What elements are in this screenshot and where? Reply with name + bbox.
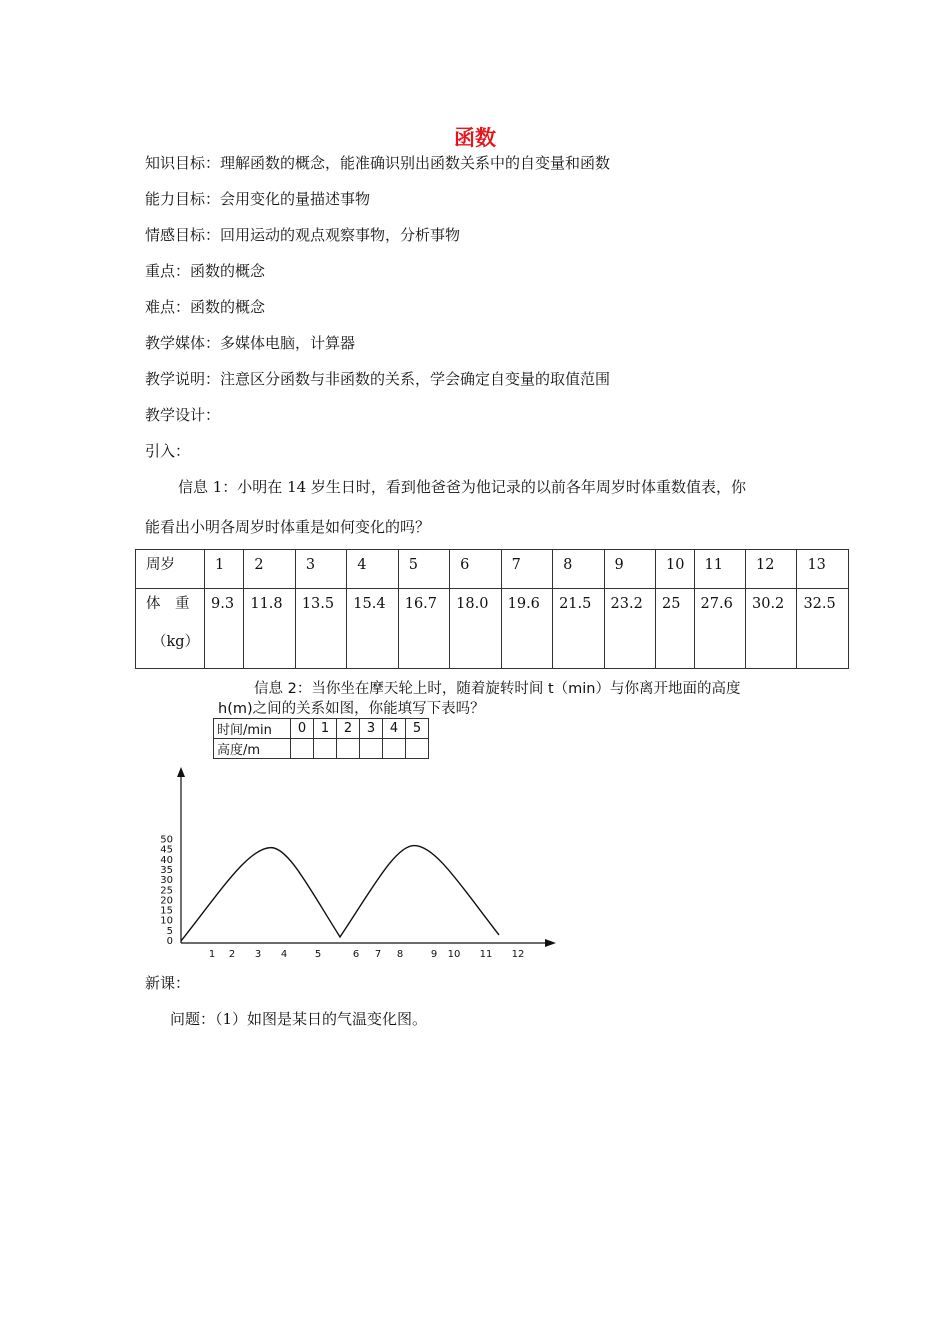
time-cell: 2 <box>337 719 360 739</box>
y-axis-arrow <box>177 767 185 777</box>
y-tick-label: 30 <box>160 875 173 887</box>
x-tick-label: 6 <box>352 949 360 960</box>
age-cell: 13 <box>797 550 849 589</box>
age-row-label: 周岁 <box>136 550 205 589</box>
x-tick-label: 3 <box>254 949 262 960</box>
age-cell: 4 <box>347 550 398 589</box>
x-tick-label: 12 <box>511 949 525 960</box>
weight-cell: 18.0 <box>450 589 501 669</box>
age-row <box>136 550 849 589</box>
weight-cell: 27.6 <box>694 589 745 669</box>
time-cell: 0 <box>291 719 314 739</box>
height-table <box>213 718 429 759</box>
teaching-notes: 教学说明：注意区分函数与非函数的关系，学会确定自变量的取值范围 <box>145 370 611 388</box>
x-tick-label: 10 <box>447 949 461 960</box>
time-cell: 4 <box>383 719 406 739</box>
age-cell: 9 <box>604 550 655 589</box>
x-tick-label: 4 <box>280 949 288 960</box>
time-cell: 5 <box>406 719 429 739</box>
age-cell: 1 <box>205 550 244 589</box>
height-cell[interactable] <box>291 739 314 759</box>
weight-cell: 11.8 <box>244 589 295 669</box>
difficult-point: 难点：函数的概念 <box>145 298 266 316</box>
age-cell: 8 <box>553 550 604 589</box>
x-axis-arrow <box>545 939 556 947</box>
x-tick-label: 7 <box>374 949 382 960</box>
ferris-wheel-graph <box>140 765 570 965</box>
weight-cell: 23.2 <box>604 589 655 669</box>
time-row <box>214 719 429 739</box>
weight-unit: （kg） <box>152 634 200 650</box>
y-tick-label: 25 <box>160 885 173 897</box>
height-row <box>214 739 429 759</box>
age-cell: 10 <box>655 550 694 589</box>
weight-cell: 13.5 <box>295 589 346 669</box>
weight-cell: 19.6 <box>501 589 552 669</box>
weight-row-label <box>136 589 205 669</box>
info2-text-b: h(m)之间的关系如图，你能填写下表吗？ <box>218 701 485 717</box>
weight-cell: 32.5 <box>797 589 849 669</box>
age-cell: 12 <box>746 550 797 589</box>
info2-text-a: 信息 2：当你坐在摩天轮上时，随着旋转时间 t（min）与你离开地面的高度 <box>254 681 741 697</box>
y-tick-label: 15 <box>160 905 173 917</box>
teaching-design: 教学设计： <box>145 406 221 424</box>
y-tick-label: 5 <box>166 925 173 937</box>
weight-cell: 25 <box>655 589 694 669</box>
height-cell[interactable] <box>406 739 429 759</box>
x-tick-label: 2 <box>228 949 236 960</box>
age-cell: 11 <box>694 550 745 589</box>
info1-text-a: 信息 1：小明在 14 岁生日时，看到他爸爸为他记录的以前各年周岁时体重数值表，你 <box>178 478 746 496</box>
teaching-media: 教学媒体：多媒体电脑，计算器 <box>145 334 356 352</box>
y-tick-label: 35 <box>160 864 173 876</box>
y-tick-label: 10 <box>160 915 173 927</box>
knowledge-goal: 知识目标：理解函数的概念，能准确识别出函数关系中的自变量和函数 <box>145 154 611 172</box>
y-tick-label: 45 <box>160 844 173 856</box>
introduction-heading: 引入： <box>145 442 191 460</box>
height-curve <box>181 846 499 941</box>
weight-row <box>136 589 849 669</box>
time-cell: 3 <box>360 719 383 739</box>
height-cell[interactable] <box>360 739 383 759</box>
weight-cell: 30.2 <box>746 589 797 669</box>
page-title: 函数 <box>454 125 496 150</box>
x-tick-label: 1 <box>208 949 216 960</box>
y-tick-label: 50 <box>160 834 173 846</box>
y-tick-label: 20 <box>160 895 173 907</box>
height-cell[interactable] <box>337 739 360 759</box>
time-cell: 1 <box>314 719 337 739</box>
new-lesson-heading: 新课： <box>145 974 191 992</box>
x-tick-label: 9 <box>430 949 438 960</box>
age-cell: 7 <box>501 550 552 589</box>
key-point: 重点：函数的概念 <box>145 262 266 280</box>
time-row-label: 时间/min <box>214 719 291 739</box>
weight-table <box>135 549 849 669</box>
height-cell[interactable] <box>383 739 406 759</box>
weight-cell: 16.7 <box>398 589 449 669</box>
age-cell: 5 <box>398 550 449 589</box>
height-row-label: 高度/m <box>214 739 291 759</box>
age-cell: 2 <box>244 550 295 589</box>
x-tick-label: 11 <box>479 949 493 960</box>
y-tick-label: 0 <box>166 936 173 947</box>
y-tick-label: 40 <box>160 854 173 866</box>
weight-cell: 21.5 <box>553 589 604 669</box>
age-cell: 3 <box>295 550 346 589</box>
emotion-goal: 情感目标：回用运动的观点观察事物，分析事物 <box>145 226 461 244</box>
height-cell[interactable] <box>314 739 337 759</box>
x-tick-label: 5 <box>314 949 322 960</box>
question-text: 问题：（1）如图是某日的气温变化图。 <box>170 1010 428 1028</box>
info1-text-b: 能看出小明各周岁时体重是如何变化的吗？ <box>145 518 431 536</box>
weight-cell: 15.4 <box>347 589 398 669</box>
weight-label: 体 重 <box>146 596 190 612</box>
weight-cell: 9.3 <box>205 589 244 669</box>
x-tick-label: 8 <box>396 949 404 960</box>
age-cell: 6 <box>450 550 501 589</box>
ability-goal: 能力目标：会用变化的量描述事物 <box>145 190 371 208</box>
